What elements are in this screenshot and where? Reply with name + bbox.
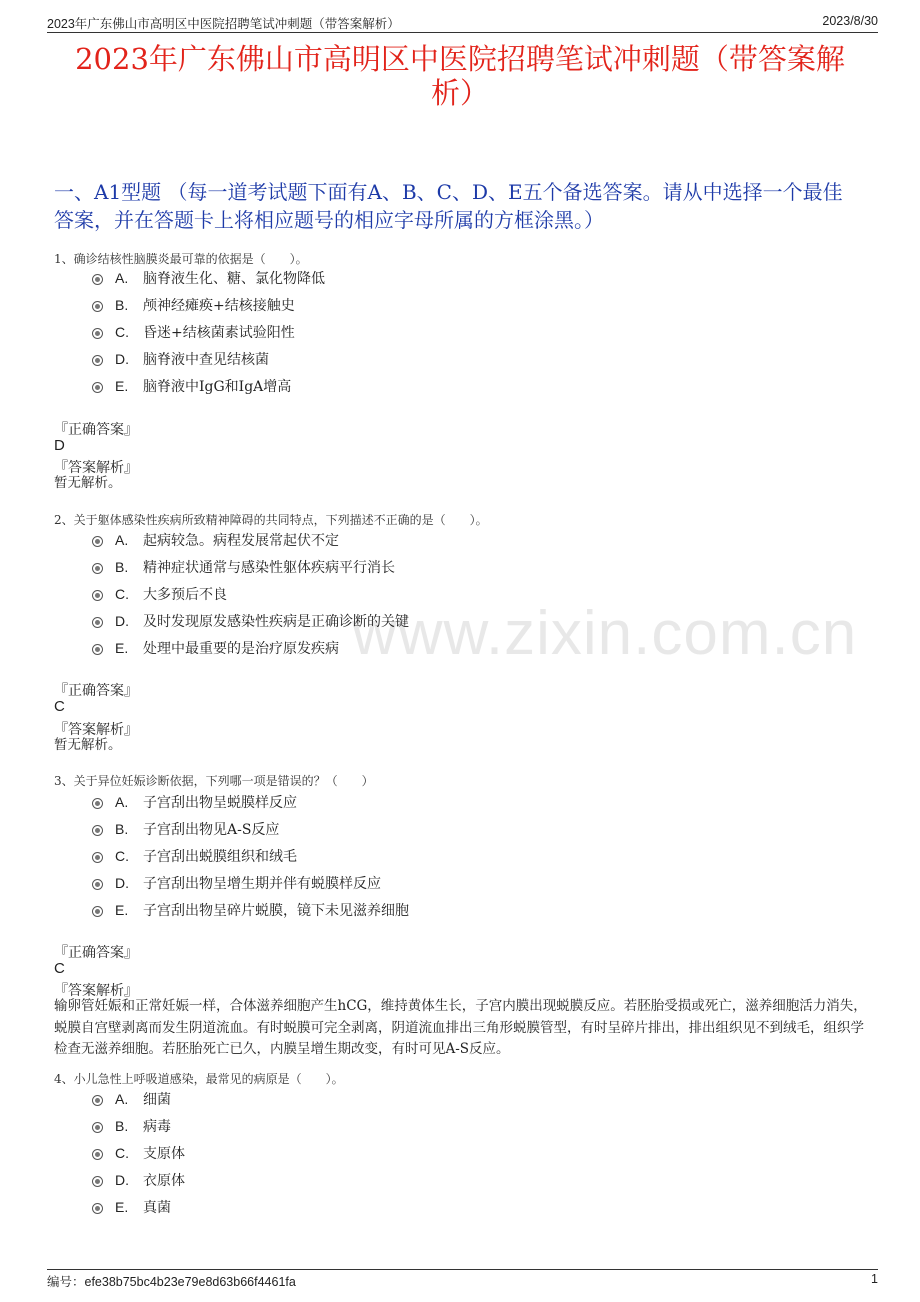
option-text: 支原体 [143, 1146, 185, 1162]
option-key: C. [115, 848, 129, 864]
radio-icon[interactable] [92, 1203, 103, 1214]
option-row[interactable] [92, 1170, 185, 1190]
header-title: 2023年广东佛山市高明区中医院招聘笔试冲刺题（带答案解析） [47, 17, 400, 31]
option-row[interactable] [92, 900, 409, 920]
option-key: D. [115, 875, 129, 891]
footer-divider [47, 1269, 878, 1270]
header-date: 2023/8/30 [822, 14, 878, 28]
option-key: B. [115, 1118, 129, 1134]
option-key: C. [115, 586, 129, 602]
radio-icon[interactable] [92, 301, 103, 312]
option-key: B. [115, 821, 129, 837]
radio-icon[interactable] [92, 382, 103, 393]
option-text: 子宫刮出物呈碎片蜕膜，镜下未见滋养细胞 [143, 903, 409, 919]
option-text: 昏迷+结核菌素试验阳性 [143, 325, 295, 341]
option-key: D. [115, 613, 129, 629]
option-row[interactable] [92, 1089, 171, 1109]
answer-label: 『正确答案』 [54, 422, 138, 438]
watermark: www.zixin.com.cn [352, 599, 858, 668]
option-row[interactable] [92, 295, 295, 315]
option-text: 病毒 [143, 1119, 171, 1135]
option-key: D. [115, 1172, 129, 1188]
option-text: 处理中最重要的是治疗原发疾病 [143, 641, 339, 657]
page-number: 1 [871, 1272, 878, 1286]
option-text: 精神症状通常与感染性躯体疾病平行消长 [143, 560, 395, 576]
option-key: E. [115, 902, 129, 918]
option-key: B. [115, 559, 129, 575]
section-heading: 一、A1型题 （每一道考试题下面有A、B、C、D、E五个备选答案。请从中选择一个最佳答案，并在答题卡上将相应题号的相应字母所属的方框涂黑。） [54, 180, 843, 232]
option-key: C. [115, 1145, 129, 1161]
radio-icon[interactable] [92, 328, 103, 339]
option-text: 脑脊液生化、糖、氯化物降低 [143, 271, 325, 287]
radio-icon[interactable] [92, 1095, 103, 1106]
option-row[interactable] [92, 819, 279, 839]
explain-label: 『答案解析』 [54, 460, 138, 476]
question-stem: 3、关于异位妊娠诊断依据，下列哪一项是错误的？（ ） [54, 774, 374, 788]
answer-value: D [54, 437, 65, 454]
header-divider [47, 32, 878, 33]
option-text: 子宫刮出物呈蜕膜样反应 [143, 795, 297, 811]
option-key: A. [115, 270, 129, 286]
document-id: 编号：efe38b75bc4b23e79e8d63b66f4461fa [47, 1275, 296, 1289]
radio-icon[interactable] [92, 536, 103, 547]
answer-value: C [54, 960, 65, 977]
explain-label: 『答案解析』 [54, 983, 138, 999]
option-row[interactable] [92, 1143, 185, 1163]
option-text: 及时发现原发感染性疾病是正确诊断的关键 [143, 614, 409, 630]
radio-icon[interactable] [92, 906, 103, 917]
option-row[interactable] [92, 376, 291, 396]
document-title: 2023年广东佛山市高明区中医院招聘笔试冲刺题（带答案解析） [75, 42, 845, 110]
option-text: 颅神经瘫痪+结核接触史 [143, 298, 295, 314]
option-row[interactable] [92, 557, 395, 577]
option-row[interactable] [92, 584, 227, 604]
radio-icon[interactable] [92, 617, 103, 628]
explanation: 输卵管妊娠和正常妊娠一样，合体滋养细胞产生hCG，维持黄体生长，子宫内膜出现蜕膜反应。若胚胎受损或死亡，滋养细胞活力消失，蜕膜自宫壁剥离而发生阴道流血。有时蜕膜可完全剥离，阴道流血排出三角形蜕膜管型，有时呈碎片排出，排出组织见不到绒毛，组织学检查无滋养细胞。若胚胎死亡已久，内膜呈增生期改变，有时可见A-S反应。 [54, 998, 867, 1057]
radio-icon[interactable] [92, 1122, 103, 1133]
option-row[interactable] [92, 638, 339, 658]
option-key: A. [115, 532, 129, 548]
explain-label: 『答案解析』 [54, 722, 138, 738]
answer-value: C [54, 698, 65, 715]
option-key: D. [115, 351, 129, 367]
radio-icon[interactable] [92, 1149, 103, 1160]
option-row[interactable] [92, 349, 269, 369]
option-text: 衣原体 [143, 1173, 185, 1189]
explanation: 暂无解析。 [54, 475, 122, 491]
radio-icon[interactable] [92, 563, 103, 574]
question-stem: 4、小儿急性上呼吸道感染，最常见的病原是（ ）。 [54, 1072, 344, 1086]
option-text: 子宫刮出物呈增生期并伴有蜕膜样反应 [143, 876, 381, 892]
option-text: 细菌 [143, 1092, 171, 1108]
option-row[interactable] [92, 1197, 171, 1217]
option-text: 起病较急。病程发展常起伏不定 [143, 533, 339, 549]
option-row[interactable] [92, 322, 295, 342]
option-text: 脑脊液中IgG和IgA增高 [143, 379, 292, 395]
option-key: A. [115, 1091, 129, 1107]
option-text: 子宫刮出物见A-S反应 [143, 822, 280, 838]
option-text: 脑脊液中查见结核菌 [143, 352, 269, 368]
option-key: A. [115, 794, 129, 810]
radio-icon[interactable] [92, 274, 103, 285]
answer-label: 『正确答案』 [54, 683, 138, 699]
option-row[interactable] [92, 873, 381, 893]
option-text: 真菌 [143, 1200, 171, 1216]
radio-icon[interactable] [92, 879, 103, 890]
radio-icon[interactable] [92, 1176, 103, 1187]
radio-icon[interactable] [92, 355, 103, 366]
option-text: 子宫刮出蜕膜组织和绒毛 [143, 849, 297, 865]
radio-icon[interactable] [92, 798, 103, 809]
option-row[interactable] [92, 268, 325, 288]
page-footer [47, 1272, 878, 1290]
question-stem: 2、关于躯体感染性疾病所致精神障碍的共同特点，下列描述不正确的是（ ）。 [54, 513, 488, 527]
radio-icon[interactable] [92, 590, 103, 601]
explanation: 暂无解析。 [54, 737, 122, 753]
option-key: E. [115, 378, 129, 394]
option-row[interactable] [92, 1116, 171, 1136]
question-stem: 1、确诊结核性脑膜炎最可靠的依据是（ ）。 [54, 252, 308, 266]
page-header [47, 12, 878, 32]
radio-icon[interactable] [92, 825, 103, 836]
option-row[interactable] [92, 846, 297, 866]
option-row[interactable] [92, 530, 339, 550]
option-key: E. [115, 1199, 129, 1215]
option-key: B. [115, 297, 129, 313]
option-row[interactable] [92, 611, 409, 631]
option-key: C. [115, 324, 129, 340]
option-row[interactable] [92, 792, 297, 812]
option-text: 大多预后不良 [143, 587, 227, 603]
option-key: E. [115, 640, 129, 656]
radio-icon[interactable] [92, 644, 103, 655]
radio-icon[interactable] [92, 852, 103, 863]
answer-label: 『正确答案』 [54, 945, 138, 961]
